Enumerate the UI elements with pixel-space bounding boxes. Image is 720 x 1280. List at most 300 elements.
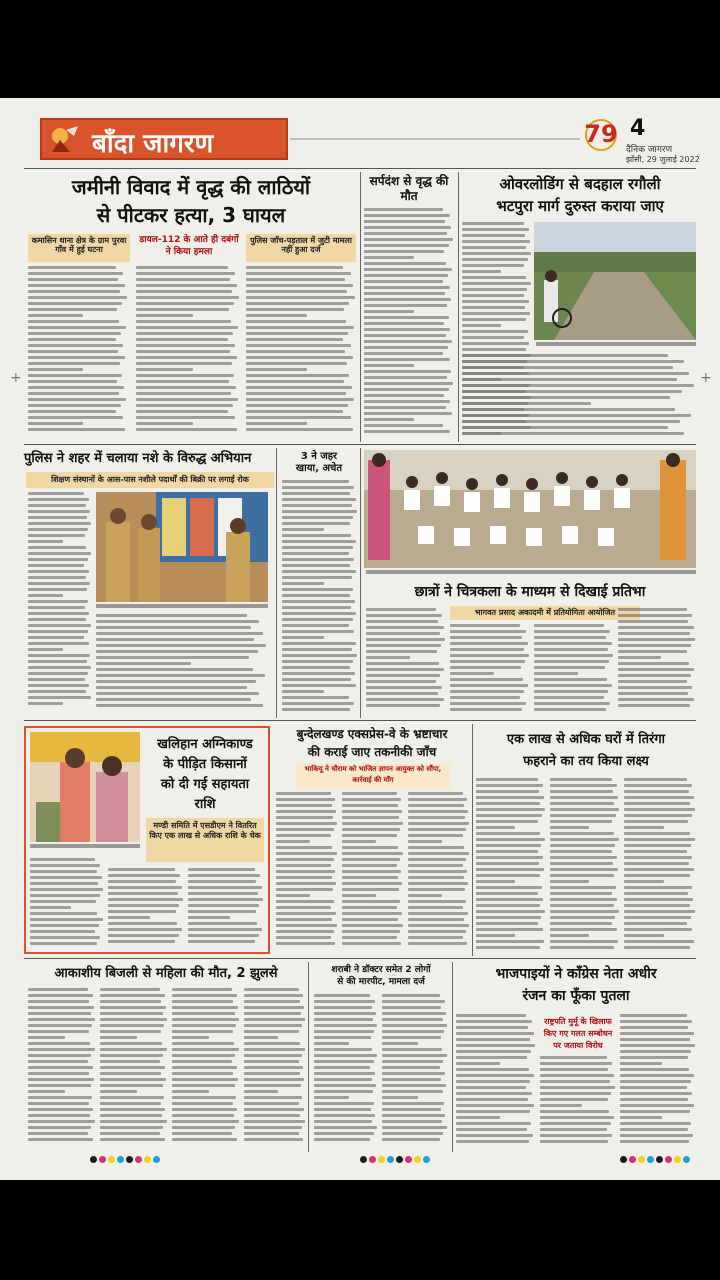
text-line xyxy=(624,820,688,823)
text-line xyxy=(246,338,343,341)
top-black-bar xyxy=(0,0,720,98)
color-dot xyxy=(656,1156,663,1163)
divider xyxy=(276,448,277,718)
text-line xyxy=(620,1068,689,1071)
text-line xyxy=(540,1092,611,1095)
text-line xyxy=(366,668,444,671)
text-line xyxy=(540,1098,608,1101)
text-line xyxy=(246,404,348,407)
text-line xyxy=(282,672,355,675)
text-line xyxy=(188,910,256,913)
text-line xyxy=(30,882,98,885)
text-line xyxy=(100,1114,162,1117)
text-line xyxy=(476,910,545,913)
text-line xyxy=(108,880,176,883)
text-line xyxy=(244,1132,299,1135)
text-line xyxy=(136,326,238,329)
text-line xyxy=(620,1140,689,1143)
text-line xyxy=(246,392,346,395)
text-line xyxy=(382,1048,442,1051)
text-line xyxy=(28,1012,91,1015)
text-line xyxy=(244,994,303,997)
text-line xyxy=(172,1114,234,1117)
text-line xyxy=(246,416,351,419)
text-line xyxy=(100,1132,160,1135)
text-line xyxy=(364,346,448,349)
text-line xyxy=(136,266,228,269)
lightning-body-col-2 xyxy=(100,988,168,1148)
text-line xyxy=(28,296,127,299)
text-line xyxy=(28,380,117,383)
text-line xyxy=(408,900,466,903)
text-line xyxy=(136,428,237,431)
text-line xyxy=(314,1036,371,1039)
color-dot xyxy=(126,1156,133,1163)
text-line xyxy=(314,1090,373,1093)
text-line xyxy=(550,802,614,805)
color-dot xyxy=(99,1156,106,1163)
text-line xyxy=(408,936,463,939)
text-line xyxy=(100,1078,166,1081)
text-line xyxy=(28,1060,88,1063)
text-line xyxy=(276,918,332,921)
text-line xyxy=(28,630,88,633)
text-line xyxy=(364,322,444,325)
bjp-body-col-2 xyxy=(540,1056,616,1148)
text-line xyxy=(108,934,179,937)
text-line xyxy=(624,826,664,829)
text-line xyxy=(28,540,63,543)
text-line xyxy=(246,290,347,293)
text-line xyxy=(28,498,89,501)
text-line xyxy=(244,1126,302,1129)
text-line xyxy=(276,828,334,831)
text-line xyxy=(244,1042,300,1045)
expressway-headline-2: की कराई जाए तकनीकी जाँच xyxy=(307,745,437,759)
color-dot xyxy=(620,1156,627,1163)
text-line xyxy=(620,1026,688,1029)
text-line xyxy=(364,280,443,283)
text-line xyxy=(620,1014,687,1017)
text-line xyxy=(108,940,175,943)
fire-body-col-2 xyxy=(108,868,184,950)
lightning-headline: आकाशीय बिजली से महिला की मौत, 2 झुलसे xyxy=(54,966,278,981)
text-line xyxy=(382,1006,441,1009)
text-line xyxy=(456,1116,500,1119)
text-line xyxy=(382,1084,446,1087)
text-line xyxy=(108,928,182,931)
text-line xyxy=(136,386,236,389)
text-line xyxy=(624,946,690,949)
text-line xyxy=(620,1128,688,1131)
text-line xyxy=(364,310,414,313)
text-line xyxy=(172,1030,233,1033)
text-line xyxy=(550,856,617,859)
text-line xyxy=(624,898,693,901)
tiranga-body-col-2 xyxy=(550,778,620,952)
text-line xyxy=(28,1108,93,1111)
text-line xyxy=(342,882,402,885)
text-line xyxy=(246,344,351,347)
text-line xyxy=(96,668,253,671)
text-line xyxy=(314,1072,375,1075)
text-line xyxy=(28,696,91,699)
text-line xyxy=(342,822,403,825)
text-line xyxy=(534,648,608,651)
text-line xyxy=(100,1006,166,1009)
text-line xyxy=(276,810,336,813)
text-line xyxy=(246,362,347,365)
text-line xyxy=(244,1138,303,1141)
divider xyxy=(308,962,309,1152)
text-line xyxy=(476,880,515,883)
text-line xyxy=(408,894,442,897)
text-line xyxy=(314,1066,370,1069)
bjp-sub-2: किए गए गलत सम्बोधन xyxy=(543,1029,613,1038)
text-line xyxy=(540,1104,582,1107)
text-line xyxy=(462,402,591,405)
text-line xyxy=(450,624,520,627)
text-line xyxy=(382,1060,443,1063)
text-line xyxy=(342,864,397,867)
snake-bite-headline: सर्पदंश से वृद्ध की मौत xyxy=(369,174,449,203)
text-line xyxy=(342,816,399,819)
text-line xyxy=(276,852,337,855)
fire-body-col-3 xyxy=(188,868,264,950)
text-line xyxy=(382,1054,447,1057)
text-line xyxy=(456,1062,500,1065)
text-line xyxy=(28,1078,94,1081)
text-line xyxy=(172,1084,235,1087)
text-line xyxy=(456,1050,531,1053)
text-line xyxy=(476,886,542,889)
text-line xyxy=(28,1036,65,1039)
poison-body xyxy=(282,480,358,716)
text-line xyxy=(96,704,263,707)
text-line xyxy=(534,642,612,645)
text-line xyxy=(276,840,310,843)
text-line xyxy=(314,1102,374,1105)
text-line xyxy=(28,320,119,323)
text-line xyxy=(408,792,463,795)
divider xyxy=(360,172,361,442)
text-line xyxy=(314,1042,349,1045)
masthead-title: बाँदा जागरण xyxy=(92,129,214,159)
text-line xyxy=(550,898,617,901)
text-line xyxy=(136,284,237,287)
text-line xyxy=(342,870,401,873)
text-line xyxy=(456,1068,529,1071)
text-line xyxy=(136,368,193,371)
text-line xyxy=(366,620,438,623)
text-line xyxy=(100,1048,167,1051)
text-line xyxy=(28,332,121,335)
text-line xyxy=(408,810,468,813)
text-line xyxy=(28,504,86,507)
text-line xyxy=(28,428,125,431)
text-line xyxy=(100,1018,167,1021)
text-line xyxy=(462,222,524,225)
text-line xyxy=(624,796,694,799)
text-line xyxy=(408,834,463,837)
text-line xyxy=(244,1090,278,1093)
text-line xyxy=(172,1120,239,1123)
bottom-black-bar xyxy=(0,1180,720,1280)
color-dot xyxy=(414,1156,421,1163)
text-line xyxy=(28,1102,89,1105)
painting-body-col-4 xyxy=(618,608,696,714)
text-line xyxy=(534,660,609,663)
text-line xyxy=(246,320,346,323)
text-line xyxy=(456,1104,534,1107)
text-line xyxy=(476,934,515,937)
text-line xyxy=(456,1092,532,1095)
text-line xyxy=(382,1120,442,1123)
text-line xyxy=(342,858,400,861)
text-line xyxy=(620,1134,693,1137)
text-line xyxy=(244,1060,299,1063)
text-line xyxy=(342,918,398,921)
text-line xyxy=(462,330,528,333)
color-registration-strip xyxy=(360,1156,430,1164)
text-line xyxy=(100,1084,163,1087)
text-line xyxy=(366,698,444,701)
text-line xyxy=(476,784,543,787)
painting-sub: भागवत प्रसाद अकादमी में प्रतियोगिता आयोजित xyxy=(450,606,640,620)
text-line xyxy=(246,422,307,425)
text-line xyxy=(28,392,119,395)
text-line xyxy=(550,838,619,841)
text-line xyxy=(188,874,260,877)
text-line xyxy=(28,522,91,525)
text-line xyxy=(28,654,90,657)
text-line xyxy=(28,386,124,389)
fire-body-col-1 xyxy=(30,858,104,950)
text-line xyxy=(364,364,414,367)
text-line xyxy=(282,516,353,519)
text-line xyxy=(244,1024,302,1027)
text-line xyxy=(28,1054,91,1057)
text-line xyxy=(618,674,691,677)
text-line xyxy=(476,790,539,793)
text-line xyxy=(462,420,680,423)
text-line xyxy=(28,552,91,555)
land-dispute-body-col-1 xyxy=(28,266,128,436)
text-line xyxy=(28,612,89,615)
text-line xyxy=(476,814,542,817)
text-line xyxy=(382,1078,441,1081)
text-line xyxy=(282,600,355,603)
text-line xyxy=(30,918,103,921)
text-line xyxy=(550,940,618,943)
color-registration-strip xyxy=(620,1156,690,1164)
text-line xyxy=(382,1126,447,1129)
text-line xyxy=(28,594,63,597)
text-line xyxy=(172,1006,238,1009)
text-line xyxy=(314,1024,377,1027)
text-line xyxy=(618,692,688,695)
text-line xyxy=(100,1108,165,1111)
text-line xyxy=(314,1114,375,1117)
text-line xyxy=(282,594,350,597)
text-line xyxy=(366,656,410,659)
text-line xyxy=(456,1098,528,1101)
police-photo xyxy=(96,492,268,602)
text-line xyxy=(28,534,85,537)
text-line xyxy=(28,272,123,275)
text-line xyxy=(382,1096,418,1099)
text-line xyxy=(476,874,540,877)
text-line xyxy=(276,912,336,915)
text-line xyxy=(342,912,402,915)
bjp-sub-1: राष्ट्रपति मुर्मू के खिलाफ xyxy=(544,1017,612,1026)
color-registration-strip xyxy=(90,1156,160,1164)
text-line xyxy=(136,320,231,323)
text-line xyxy=(624,856,692,859)
text-line xyxy=(28,416,123,419)
land-dispute-body-col-3 xyxy=(246,266,356,436)
text-line xyxy=(408,942,467,945)
text-line xyxy=(476,796,544,799)
text-line xyxy=(462,354,668,357)
text-line xyxy=(408,852,469,855)
text-line xyxy=(28,528,88,531)
expressway-body-col-2 xyxy=(342,792,404,952)
text-line xyxy=(100,1042,162,1045)
text-line xyxy=(540,1086,615,1089)
text-line xyxy=(550,910,619,913)
text-line xyxy=(136,392,231,395)
text-line xyxy=(366,674,440,677)
text-line xyxy=(408,888,465,891)
registration-mark-icon: + xyxy=(700,370,712,386)
text-line xyxy=(618,614,692,617)
text-line xyxy=(100,1000,161,1003)
text-line xyxy=(624,778,687,781)
fire-headline-4: राशि xyxy=(194,797,216,812)
text-line xyxy=(28,1120,95,1123)
text-line xyxy=(456,1134,533,1137)
text-line xyxy=(314,1054,377,1057)
tiranga-body-col-3 xyxy=(624,778,696,952)
text-line xyxy=(28,994,93,997)
text-line xyxy=(30,912,97,915)
text-line xyxy=(100,1054,163,1057)
text-line xyxy=(450,702,526,705)
text-line xyxy=(364,214,450,217)
text-line xyxy=(108,910,176,913)
text-line xyxy=(28,404,121,407)
text-line xyxy=(188,904,259,907)
text-line xyxy=(314,1138,370,1141)
text-line xyxy=(456,1020,532,1023)
text-line xyxy=(136,296,239,299)
text-line xyxy=(96,614,247,617)
text-line xyxy=(540,1134,612,1137)
text-line xyxy=(534,690,608,693)
text-line xyxy=(476,898,543,901)
text-line xyxy=(366,608,436,611)
text-line xyxy=(172,988,232,991)
text-line xyxy=(462,312,530,315)
text-line xyxy=(620,1056,688,1059)
text-line xyxy=(108,874,180,877)
expressway-sub: भाकियू ने चौराम को भाजित ज्ञापन आयुक्त को सौंपा, कार्रवाई की माँग xyxy=(296,764,450,788)
text-line xyxy=(540,1056,607,1059)
text-line xyxy=(366,686,442,689)
text-line xyxy=(96,680,256,683)
text-line xyxy=(28,1042,90,1045)
text-line xyxy=(108,922,177,925)
text-line xyxy=(550,844,615,847)
text-line xyxy=(244,1078,304,1081)
road-photo xyxy=(534,222,696,340)
text-line xyxy=(550,814,616,817)
text-line xyxy=(476,856,543,859)
text-line xyxy=(408,912,468,915)
text-line xyxy=(342,900,400,903)
text-line xyxy=(136,374,234,377)
text-line xyxy=(364,358,450,361)
divider xyxy=(24,958,696,959)
text-line xyxy=(534,636,606,639)
color-dot xyxy=(405,1156,412,1163)
color-dot xyxy=(90,1156,97,1163)
text-line xyxy=(314,1012,376,1015)
text-line xyxy=(534,708,606,711)
text-line xyxy=(364,388,449,391)
text-line xyxy=(462,408,675,411)
text-line xyxy=(282,522,350,525)
relief-photo xyxy=(30,732,140,842)
dateline: झाँसी, 29 जुलाई 2022 xyxy=(626,155,700,164)
text-line xyxy=(28,492,84,495)
text-line xyxy=(100,988,160,991)
text-line xyxy=(100,994,165,997)
text-line xyxy=(28,1090,65,1093)
text-line xyxy=(100,1060,160,1063)
text-line xyxy=(172,1048,239,1051)
fire-headline-1: खलिहान अग्निकाण्ड xyxy=(157,737,253,752)
text-line xyxy=(314,994,370,997)
text-line xyxy=(540,1122,611,1125)
text-line xyxy=(618,620,688,623)
text-line xyxy=(100,1030,161,1033)
text-line xyxy=(364,250,444,253)
text-line xyxy=(276,936,331,939)
text-line xyxy=(172,1072,233,1075)
text-line xyxy=(456,1140,529,1143)
text-line xyxy=(624,838,695,841)
text-line xyxy=(534,696,604,699)
text-line xyxy=(172,1018,239,1021)
text-line xyxy=(408,822,469,825)
text-line xyxy=(30,942,97,945)
text-line xyxy=(534,672,578,675)
text-line xyxy=(172,1132,232,1135)
text-line xyxy=(456,1080,530,1083)
painting-body-col-1 xyxy=(366,608,446,714)
text-line xyxy=(28,1030,89,1033)
text-line xyxy=(620,1032,694,1035)
text-line xyxy=(618,632,690,635)
text-line xyxy=(136,356,237,359)
text-line xyxy=(96,650,258,653)
text-line xyxy=(462,414,691,417)
text-line xyxy=(100,1066,165,1069)
text-line xyxy=(550,784,617,787)
text-line xyxy=(246,386,352,389)
